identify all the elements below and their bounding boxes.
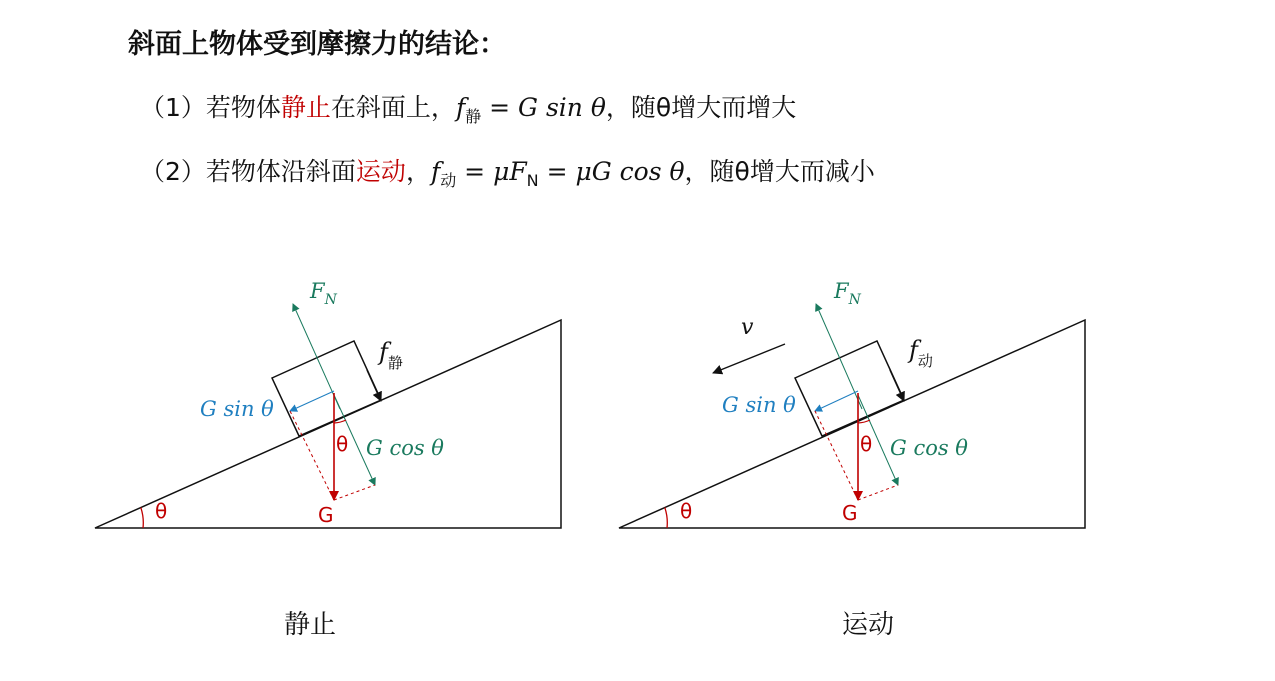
diagram-motion	[619, 279, 1085, 528]
incline-right	[619, 320, 1085, 528]
friction-kinetic-subscript: 动	[440, 171, 457, 190]
friction-kinetic-eq2: = μG cos θ	[538, 157, 685, 186]
conclusion-static-highlight: 静止	[280, 93, 331, 122]
theta-block-right: θ	[860, 432, 873, 456]
friction-static-subscript: 静	[465, 107, 482, 126]
block-right	[795, 341, 904, 436]
gcos-label-left: G cos θ	[366, 436, 444, 460]
conclusion-static-middle: 在斜面上，	[330, 93, 456, 122]
friction-arrow-left	[367, 370, 381, 401]
conclusion-motion-highlight: 运动	[355, 157, 406, 186]
caption-motion: 运动	[842, 610, 895, 640]
weight-label-right: G	[842, 501, 858, 525]
normal-force-label-right: $F_N$	[834, 279, 861, 308]
friction-static-formula: = G sin θ	[481, 93, 606, 122]
conclusion-static-prefix: （1）若物体	[140, 93, 281, 122]
gcos-label-right: G cos θ	[890, 436, 968, 460]
theta-base-right: θ	[680, 499, 693, 523]
conclusion-motion-prefix: （2）若物体沿斜面	[140, 157, 356, 186]
gsin-arrow-left	[290, 391, 334, 411]
caption-static: 静止	[284, 610, 337, 640]
diagram-static	[95, 279, 561, 528]
theta-base-left: θ	[155, 499, 168, 523]
friction-label-right: $f_动$	[909, 336, 933, 370]
normal-force-arrow-right	[816, 304, 862, 409]
weight-label-left: G	[318, 503, 334, 527]
conclusion-static-suffix: ，随θ增大而增大	[605, 93, 797, 122]
page-title: 斜面上物体受到摩擦力的结论：	[128, 29, 506, 60]
friction-kinetic-eq1: = μF	[456, 157, 527, 186]
gsin-arrow-right	[815, 391, 858, 411]
angle-arc-right	[665, 508, 667, 529]
friction-arrow-right	[890, 370, 904, 401]
dashed-proj1-left	[334, 485, 375, 500]
friction-label-left: $f_静$	[379, 338, 403, 372]
velocity-arrow	[713, 344, 785, 373]
friction-kinetic-eq1-subscript: N	[526, 171, 539, 190]
normal-force-arrow-left	[293, 304, 340, 409]
gsin-label-left: G sin θ	[200, 397, 274, 421]
conclusion-motion-middle: ，	[405, 157, 431, 186]
friction-static-symbol: f	[455, 93, 466, 122]
theta-block-left: θ	[336, 432, 349, 456]
friction-kinetic-symbol: f	[430, 157, 441, 186]
block-left	[272, 341, 381, 436]
angle-arc-left	[141, 508, 143, 529]
velocity-label: v	[741, 315, 754, 340]
normal-force-label-left: $F_N$	[310, 279, 337, 308]
dashed-proj1-right	[858, 485, 898, 500]
conclusion-motion-suffix: ，随θ增大而减小	[684, 157, 875, 186]
gsin-label-right: G sin θ	[722, 393, 796, 417]
